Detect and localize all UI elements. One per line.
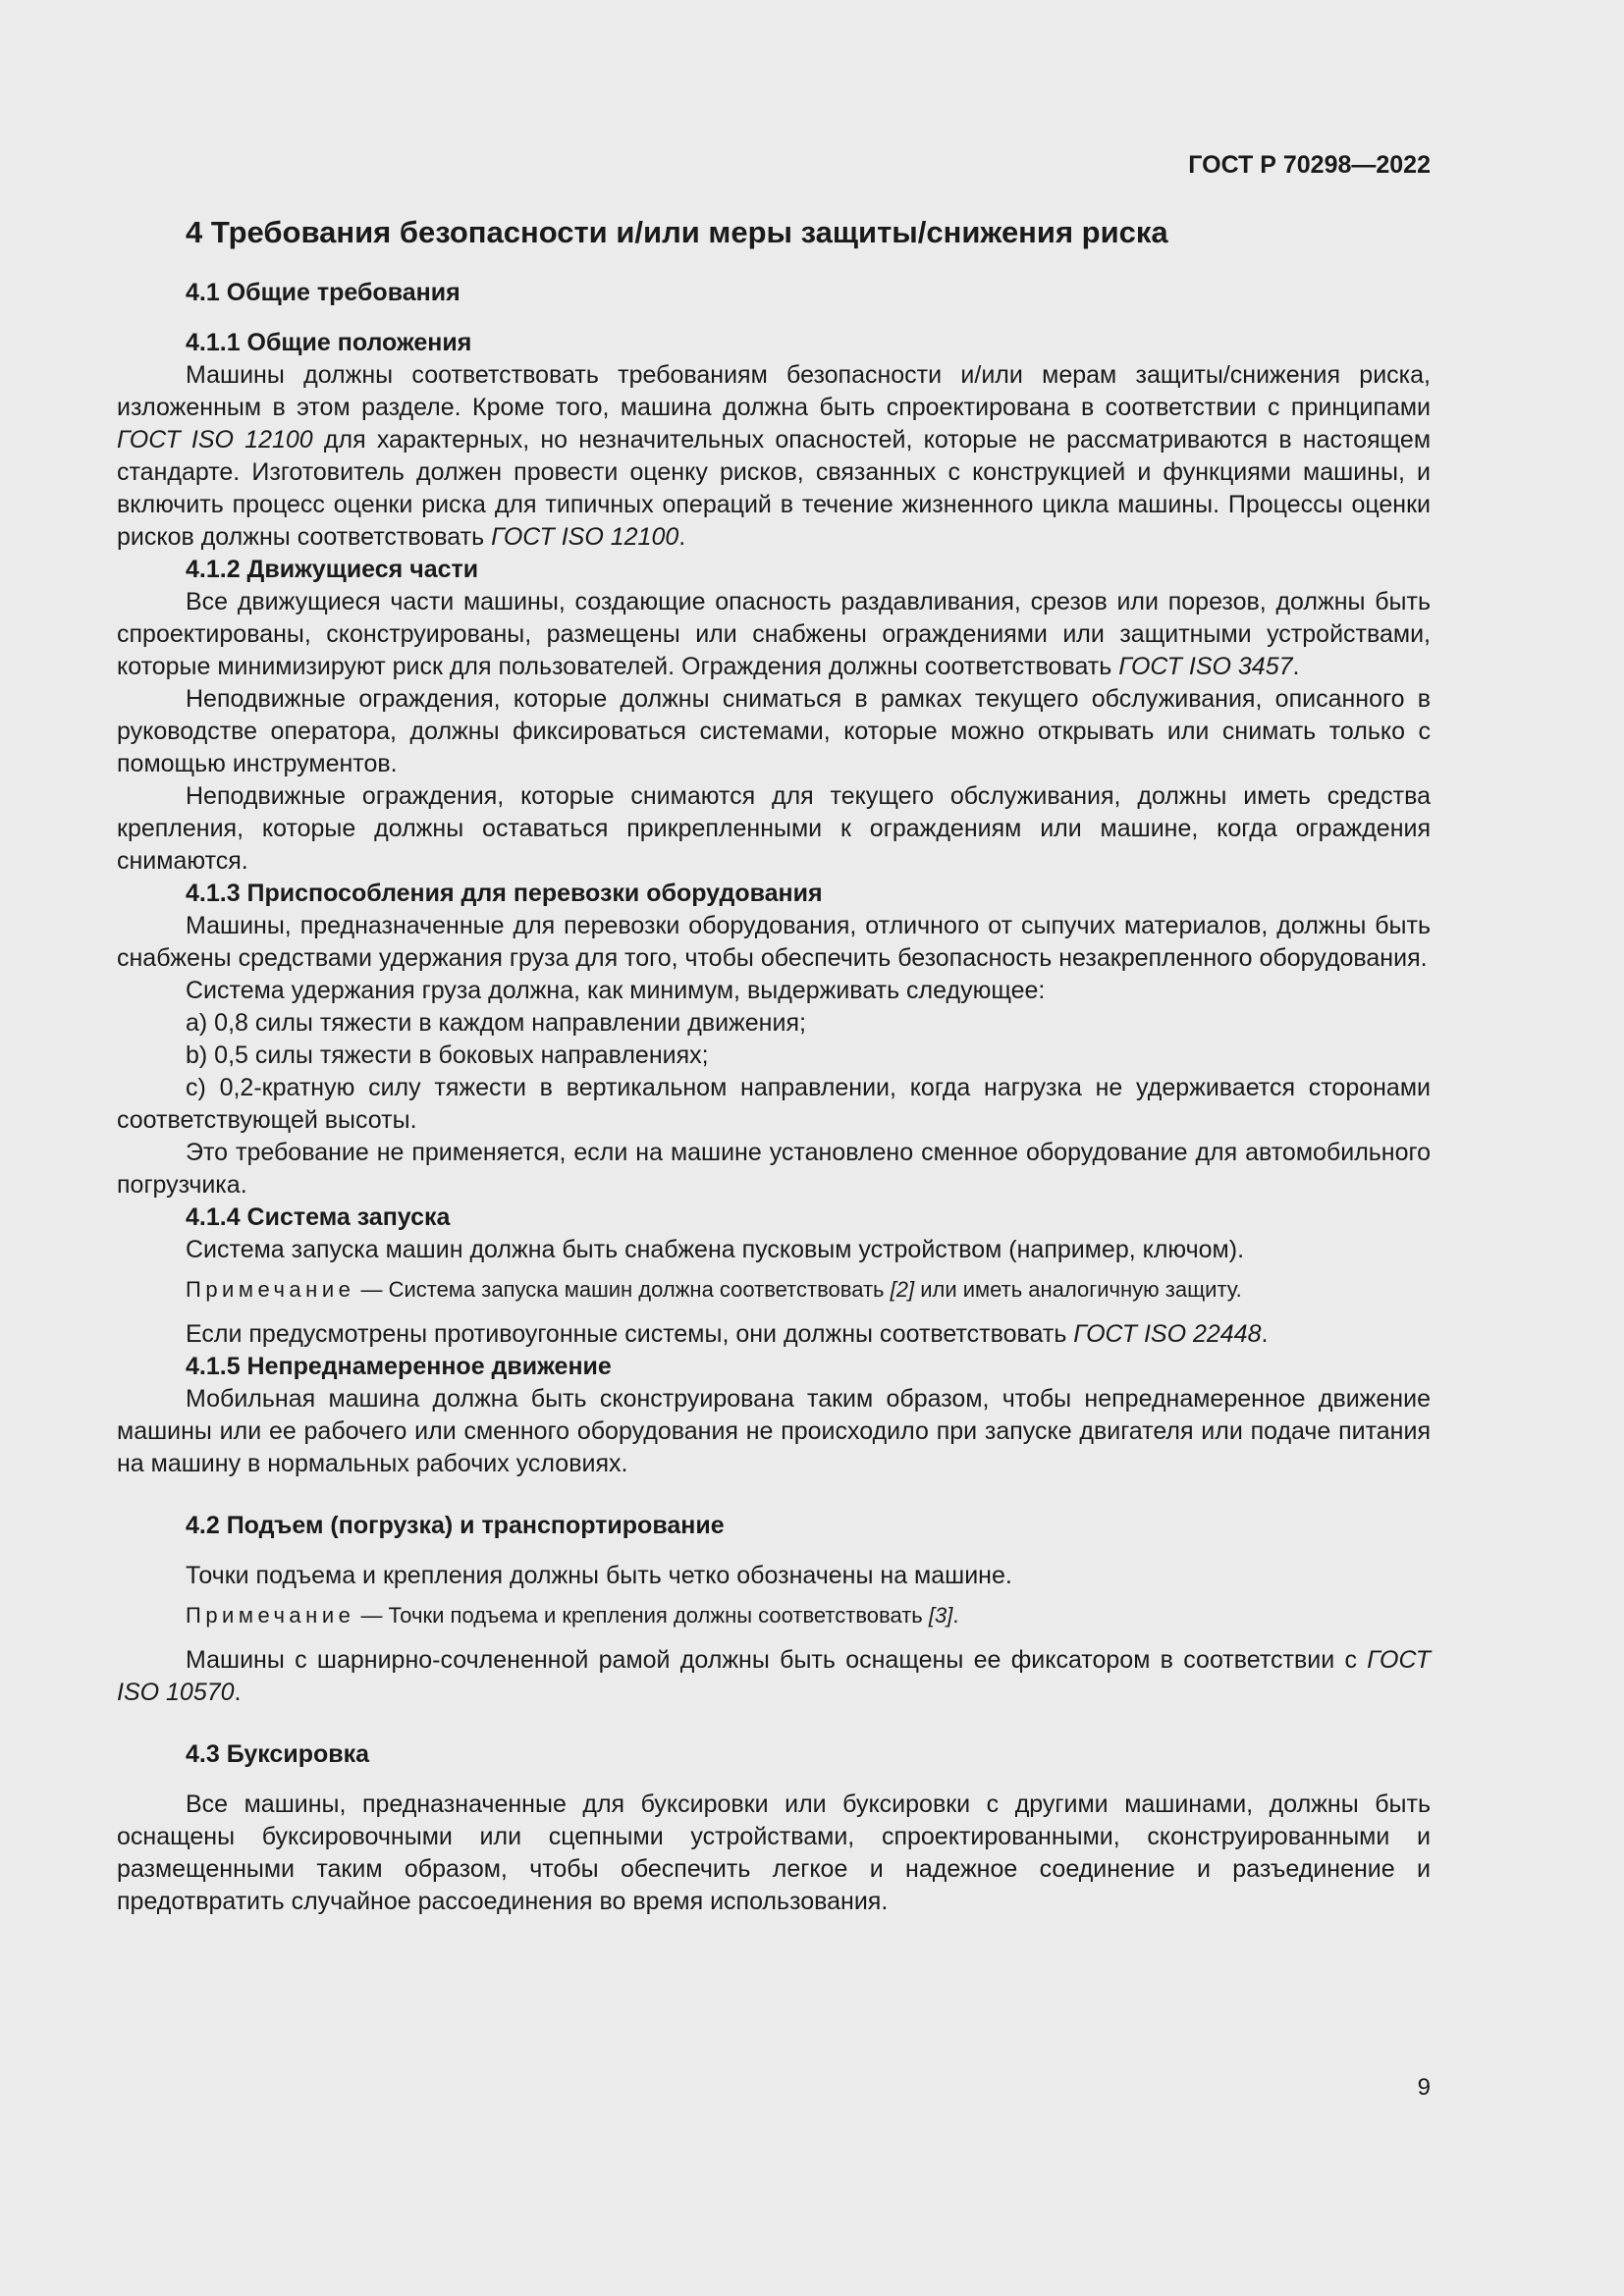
paragraph: Машины должны соответствовать требованиям безопасности и/или мерам защиты/снижения риска, изложенным в этом разделе. Кроме того, машина должна быть спроектирована в соответствии с принципами ГОСТ ISO 12100 для характерных, но незначительных опасностей, которые не рассматриваются в настоящем стандарте. Изготовитель должен провести оценку рисков, связанных с конструкцией и функциями машины, и включить процесс оценки риска для типичных операций в течение жизненного цикла машины. Процессы оценки рисков должны соответствовать ГОСТ ISO 12100. [117,361,1432,551]
paragraph: Все движущиеся части машины, создающие опасность раздавливания, срезов или порезов, должны быть спроектированы, сконструированы, размещены или снабжены ограждениями или защитными устройствами, которые минимизируют риск для пользователей. Ограждения должны соответствовать ГОСТ ISO 3457. [117,588,1431,680]
standard-reference: ГОСТ ISO 22448 [1073,1320,1262,1348]
paragraph: Неподвижные ограждения, которые должны сниматься в рамках текущего обслуживания, описанного в руководстве оператора, должны фиксироваться системами, которые можно открывать или снимать только с помощью инструментов. [117,685,1431,777]
note-label: Примечание [186,1603,355,1628]
list-item: a) 0,8 силы тяжести в каждом направлении движения; [186,1009,806,1037]
note-label: Примечание [186,1277,355,1302]
page-number: 9 [1417,2074,1431,2101]
paragraph: Неподвижные ограждения, которые снимаются для текущего обслуживания, должны иметь средства крепления, которые должны оставаться прикрепленными к ограждениям или машине, когда ограждения снимаются. [117,782,1431,875]
standard-reference: ГОСТ ISO 12100 [491,523,679,551]
document-page [117,147,1431,1918]
bibliography-reference: [2] [890,1277,915,1302]
note: Примечание — Система запуска машин должна соответствовать [2] или иметь аналогичную защиту. [186,1277,1242,1302]
subsection-title-4-1: 4.1 Общие требования [186,279,460,306]
clause-title-4-1-3: 4.1.3 Приспособления для перевозки оборудования [186,880,823,907]
standard-reference: ГОСТ ISO 12100 [117,426,313,454]
clause-title-4-1-5: 4.1.5 Непреднамеренное движение [186,1353,612,1380]
paragraph: Машины, предназначенные для перевозки оборудования, отличного от сыпучих материалов, должны быть снабжены средствами удержания груза для того, чтобы обеспечить безопасность незакрепленного оборудования. [117,912,1431,972]
list-item: c) 0,2-кратную силу тяжести в вертикальном направлении, когда нагрузка не удерживается сторонами соответствующей высоты. [117,1074,1431,1134]
subsection-title-4-2: 4.2 Подъем (погрузка) и транспортирование [186,1512,725,1539]
paragraph: Система запуска машин должна быть снабжена пусковым устройством (например, ключом). [186,1236,1245,1263]
clause-title-4-1-2: 4.1.2 Движущиеся части [186,556,479,583]
paragraph: Система удержания груза должна, как минимум, выдерживать следующее: [186,977,1046,1004]
paragraph: Все машины, предназначенные для буксировки или буксировки с другими машинами, должны быть оснащены буксировочными или сцепными устройствами, спроектированными, сконструированными и размещенными таким образом, чтобы обеспечить легкое и надежное соединение и разъединение и предотвратить случайное рассоединения во время использования. [117,1790,1431,1915]
paragraph: Мобильная машина должна быть сконструирована таким образом, чтобы непреднамеренное движение машины или ее рабочего или сменного оборудования не происходило при запуске двигателя или подаче питания на машину в нормальных рабочих условиях. [117,1385,1431,1477]
note: Примечание — Точки подъема и крепления должны соответствовать [3]. [186,1603,959,1628]
standard-reference: ГОСТ ISO 3457 [1118,653,1293,680]
subsection-title-4-3: 4.3 Буксировка [186,1740,370,1768]
bibliography-reference: [3] [928,1603,953,1628]
paragraph: Точки подъема и крепления должны быть четко обозначены на машине. [186,1562,1012,1589]
paragraph: Если предусмотрены противоугонные системы, они должны соответствовать ГОСТ ISO 22448. [186,1320,1269,1348]
standard-reference: ГОСТ ISO 10570 [117,1646,1431,1706]
section-title: 4 Требования безопасности и/или меры защиты/снижения риска [186,215,1168,249]
list-item: b) 0,5 силы тяжести в боковых направлениях; [186,1041,709,1069]
clause-title-4-1-1: 4.1.1 Общие положения [186,329,472,356]
clause-title-4-1-4: 4.1.4 Система запуска [186,1203,451,1231]
paragraph: Это требование не применяется, если на машине установлено сменное оборудование для автомобильного погрузчика. [117,1139,1431,1199]
paragraph: Машины с шарнирно-сочлененной рамой должны быть оснащены ее фиксатором в соответствии с ГОСТ ISO 10570. [117,1646,1431,1706]
document-number: ГОСТ Р 70298—2022 [1188,151,1431,179]
